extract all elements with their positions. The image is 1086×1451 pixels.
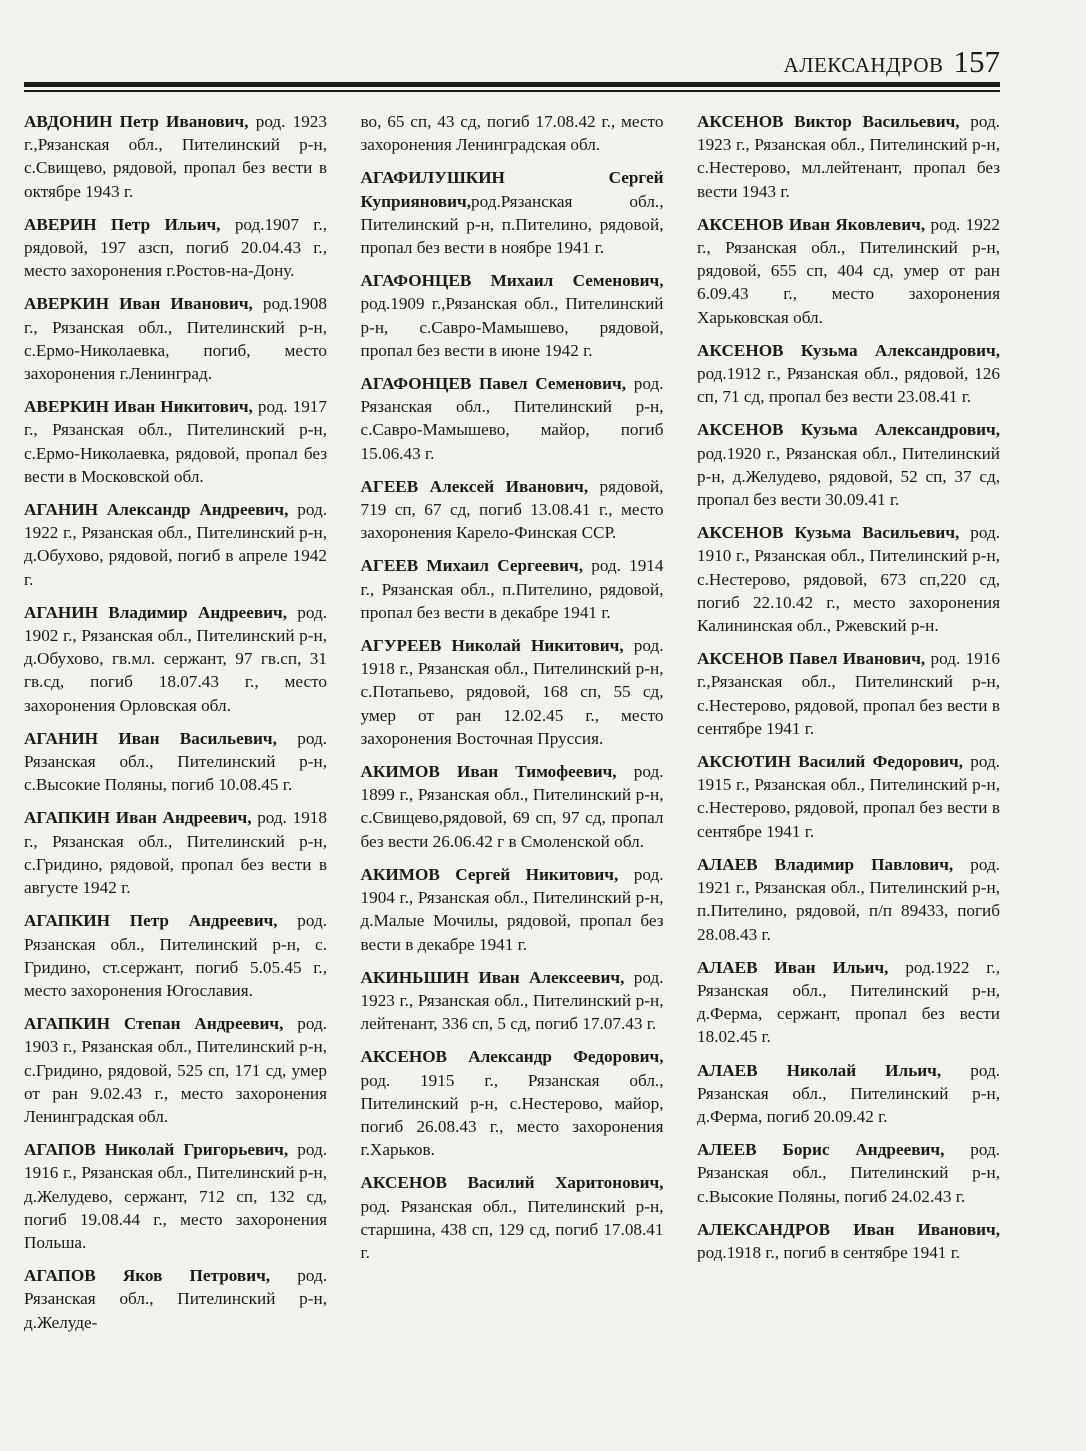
entry-name: АГАПКИН Иван Андреевич, (24, 808, 252, 828)
entry-name: АЛАЕВ Владимир Павлович, (697, 854, 954, 874)
entry-name: АКСЮТИН Василий Федорович, (697, 752, 963, 772)
entry-details: род.1920 г., Рязанская обл., Пителинский р-н, д.Желудево, рядовой, 52 сп, 37 сд, пропал без вести 30.09.41 г. (697, 443, 1000, 510)
entry-name: АГАПОВ Яков Петрович, (24, 1266, 271, 1286)
entry-details: род. 1902 г., Рязанская обл., Пителинский р-н, д.Обухово, гв.мл. сержант, 97 гв.сп, 31 гв.сд, погиб 18.07.43 г., место захоронения Орловская обл. (24, 602, 327, 715)
memorial-entry (361, 166, 664, 259)
entry-name: АЛАЕВ Николай Ильич, (697, 1060, 942, 1080)
page-number: 157 (953, 44, 1000, 79)
entry-name: АВЕРИН Петр Ильич, (24, 214, 221, 234)
entry-name: АКИНЬШИН Иван Алексеевич, (360, 967, 625, 987)
entry-details: род. 1923 г., Рязанская обл., Пителинский р-н, лейтенант, 336 сп, 5 сд, погиб 17.07.43 г. (360, 967, 664, 1034)
entry-details: род.1918 г., погиб в сентябре 1941 г. (697, 1242, 961, 1262)
entry-name: АКСЕНОВ Кузьма Александрович, (697, 340, 1000, 360)
entry-name: АГАНИН Александр Андреевич, (24, 500, 289, 520)
memorial-entry (24, 1012, 327, 1128)
memorial-entry (697, 213, 1000, 329)
entry-details: род. 1899 г., Рязанская обл., Пителинский р-н, с.Свищево,рядовой, 69 сп, 97 сд, пропал без вести 26.06.42 г в Смоленской обл. (360, 762, 664, 851)
entry-name: АГАНИН Иван Васильевич, (24, 728, 277, 748)
entry-details: род.1908 г., Рязанская обл., Пителинский р-н, с.Ермо-Николаевка, погиб, место захоронения г.Ленинград. (24, 294, 327, 384)
entry-name: АКИМОВ Иван Тимофеевич, (360, 762, 617, 782)
memorial-entry (361, 475, 664, 545)
entry-details: род.Рязанская обл., Пителинский р-н, п.Пителино, рядовой, пропал без вести в ноябре 1941 г. (360, 191, 664, 258)
entry-details: род. 1910 г., Рязанская обл., Пителинский р-н, с.Нестерово, рядовой, 673 сп,220 сд, погиб 22.10.42 г., место захоронения Калининская обл., Ржевский р-н. (697, 523, 1000, 636)
memorial-entry (24, 1138, 327, 1254)
entry-name: АКСЕНОВ Кузьма Александрович, (697, 420, 1000, 440)
entry-name: АГАПКИН Петр Андреевич, (24, 911, 278, 931)
entry-details: род. 1915 г., Рязанская обл., Пителинский р-н, с.Нестерово, майор, погиб 26.08.43 г., место захоронения г.Харьков. (360, 1070, 664, 1160)
entry-name: АГАФОНЦЕВ Михаил Семенович, (360, 271, 664, 291)
memorial-entry (361, 110, 664, 156)
memorial-entry (697, 1218, 1000, 1264)
memorial-entry (24, 1264, 327, 1334)
running-head: АЛЕКСАНДРОВ (783, 53, 944, 77)
header-rule-thick (24, 82, 1000, 87)
entry-name: АГАНИН Владимир Андреевич, (24, 602, 287, 622)
memorial-entry (697, 521, 1000, 637)
memorial-entry (24, 498, 327, 591)
memorial-entry (361, 1171, 664, 1264)
memorial-entry (24, 395, 327, 488)
memorial-entry (361, 863, 664, 956)
entry-details: род. 1916 г.,Рязанская обл., Пителинский р-н, с.Нестерово, рядовой, пропал без вести в сентябре 1941 г. (697, 649, 1001, 738)
memorial-entry (24, 806, 327, 899)
entry-details: род. 1916 г., Рязанская обл., Пителинский р-н, д.Желудево, сержант, 712 сп, 132 сд, погиб 19.08.44 г., место захоронения Польша. (24, 1140, 327, 1252)
entry-details: род. 1918 г., Рязанская обл., Пителинский р-н, с.Потапьево, рядовой, 168 сп, 55 сд, умер от ран 12.02.45 г., место захоронения Восточная Пруссия. (360, 636, 664, 748)
memorial-entry (24, 110, 327, 203)
page-header (24, 44, 1000, 84)
entry-details: род. 1915 г., Рязанская обл., Пителинский р-н, с.Нестерово, рядовой, пропал без вести в сентябре 1941 г. (697, 752, 1000, 841)
memorial-entry (24, 909, 327, 1002)
entry-name: АКСЕНОВ Иван Яковлевич, (697, 214, 926, 234)
entry-name: АКСЕНОВ Александр Федорович, (360, 1047, 664, 1067)
entry-name: АЛАЕВ Иван Ильич, (697, 957, 889, 977)
entry-details: род. 1904 г., Рязанская обл., Пителинский р-н, д.Малые Мочилы, рядовой, пропал без вести в декабре 1941 г. (360, 864, 664, 954)
entry-name: АГАПКИН Степан Андреевич, (24, 1014, 284, 1034)
entry-details: во, 65 сп, 43 сд, погиб 17.08.42 г., место захоронения Ленинградская обл. (360, 112, 664, 155)
entry-name: АКСЕНОВ Кузьма Васильевич, (697, 523, 960, 543)
memorial-entry (361, 760, 664, 853)
entry-name: АГЕЕВ Михаил Сергеевич, (360, 556, 584, 576)
memorial-entry (697, 750, 1000, 843)
entry-name: АВЕРКИН Иван Никитович, (24, 397, 253, 417)
memorial-entry (24, 727, 327, 797)
memorial-entry (361, 554, 664, 624)
entry-name: АЛЕЕВ Борис Андреевич, (697, 1140, 945, 1160)
entry-details: рядовой, 719 сп, 67 сд, погиб 13.08.41 г., место захоронения Карело-Финская ССР. (360, 476, 664, 543)
entry-details: род.1912 г., Рязанская обл., рядовой, 126 сп, 71 сд, пропал без вести 23.08.41 г. (697, 364, 1000, 407)
memorial-entry (24, 292, 327, 385)
entry-details: род.1909 г.,Рязанская обл., Пителинский р-н, с.Савро-Мамышево, рядовой, пропал без вести в июне 1942 г. (360, 294, 664, 360)
entry-name: АВЕРКИН Иван Иванович, (24, 294, 253, 314)
text-columns (24, 110, 1000, 1344)
entry-details: род. Рязанская обл., Пителинский р-н, с.Высокие Поляны, погиб 24.02.43 г. (697, 1140, 1000, 1206)
entry-details: род. Рязанская обл., Пителинский р-н, д.Ферма, погиб 20.09.42 г. (697, 1060, 1001, 1126)
entry-name: АГУРЕЕВ Николай Никитович, (360, 636, 624, 656)
memorial-entry (361, 966, 664, 1036)
memorial-entry (697, 647, 1000, 740)
entry-details: род. 1914 г., Рязанская обл., п.Пителино, рядовой, пропал без вести в декабре 1941 г. (360, 556, 664, 622)
memorial-entry (697, 110, 1000, 203)
memorial-entry (697, 339, 1000, 409)
entry-details: род. 1923 г.,Рязанская обл., Пителинский р-н, с.Свищево, рядовой, пропал без вести в октябре 1943 г. (24, 112, 327, 201)
entry-name: АКСЕНОВ Павел Иванович, (697, 649, 926, 669)
memorial-entry (697, 1138, 1000, 1208)
memorial-entry (361, 269, 664, 362)
entry-details: род. Рязанская обл., Пителинский р-н, с. Гридино, ст.сержант, погиб 5.05.45 г., место захоронения Югославия. (24, 911, 327, 1000)
entry-details: род. Рязанская обл., Пителинский р-н, с.Савро-Мамышево, майор, погиб 15.06.43 г. (360, 374, 664, 463)
entry-details: род.1922 г., Рязанская обл., Пителинский р-н, д.Ферма, сержант, пропал без вести 18.02.45 г. (697, 957, 1001, 1047)
entry-details: род. 1921 г., Рязанская обл., Пителинский р-н, п.Пителино, рядовой, п/п 89433, погиб 28.08.43 г. (697, 854, 1000, 944)
entry-name: АГЕЕВ Алексей Иванович, (360, 476, 589, 496)
entry-name: АГАФИЛУШКИН Сергей Куприянович, (360, 168, 664, 211)
entry-details: род. 1903 г., Рязанская обл., Пителинский р-н, с.Гридино, рядовой, 525 сп, 171 сд, умер от ран 9.02.43 г., место захоронения Ленинградская обл. (24, 1014, 327, 1126)
column-2 (361, 110, 664, 1344)
entry-name: АВДОНИН Петр Иванович, (24, 112, 249, 131)
entry-details: род. Рязанская обл., Пителинский р-н, старшина, 438 сп, 129 сд, погиб 17.08.41 г. (360, 1196, 664, 1262)
memorial-entry (361, 372, 664, 465)
column-3 (697, 110, 1000, 1344)
entry-details: род.1907 г., рядовой, 197 азсп, погиб 20.04.43 г., место захоронения г.Ростов-на-Дону. (24, 214, 327, 281)
memorial-entry (697, 418, 1000, 511)
entry-name: АГАПОВ Николай Григорьевич, (24, 1140, 289, 1160)
entry-name: АЛЕКСАНДРОВ Иван Иванович, (697, 1219, 1000, 1239)
memorial-entry (361, 634, 664, 750)
entry-details: род. 1918 г., Рязанская обл., Пителинский р-н, с.Гридино, рядовой, пропал без вести в августе 1942 г. (24, 808, 327, 898)
entry-name: АКИМОВ Сергей Никитович, (360, 864, 619, 884)
column-1 (24, 110, 327, 1344)
entry-details: род. 1922 г., Рязанская обл., Пителинский р-н, рядовой, 655 сп, 404 сд, умер от ран 6.09.43 г., место захоронения Харьковская обл. (697, 214, 1000, 327)
entry-details: род. 1923 г., Рязанская обл., Пителинский р-н, с.Нестерово, мл.лейтенант, пропал без вести 1943 г. (697, 112, 1000, 201)
memorial-entry (24, 213, 327, 283)
entry-details: род. Рязанская обл., Пителинский р-н, д.Желуде- (24, 1266, 327, 1332)
memorial-entry (697, 956, 1000, 1049)
memorial-entry (697, 1059, 1000, 1129)
memorial-entry (361, 1045, 664, 1161)
entry-name: АКСЕНОВ Виктор Васильевич, (697, 112, 960, 131)
entry-details: род. 1922 г., Рязанская обл., Пителинский р-н, д.Обухово, рядовой, погиб в апреле 1942 г. (24, 500, 327, 589)
memorial-entry (697, 853, 1000, 946)
header-rule-thin (24, 90, 1000, 92)
entry-name: АКСЕНОВ Василий Харитонович, (360, 1173, 664, 1193)
entry-name: АГАФОНЦЕВ Павел Семенович, (360, 374, 627, 394)
entry-details: род. 1917 г., Рязанская обл., Пителинский р-н, с.Ермо-Николаевка, рядовой, пропал без вести в Московской обл. (24, 397, 327, 486)
entry-details: род. Рязанская обл., Пителинский р-н, с.Высокие Поляны, погиб 10.08.45 г. (24, 728, 327, 795)
memorial-entry (24, 601, 327, 717)
